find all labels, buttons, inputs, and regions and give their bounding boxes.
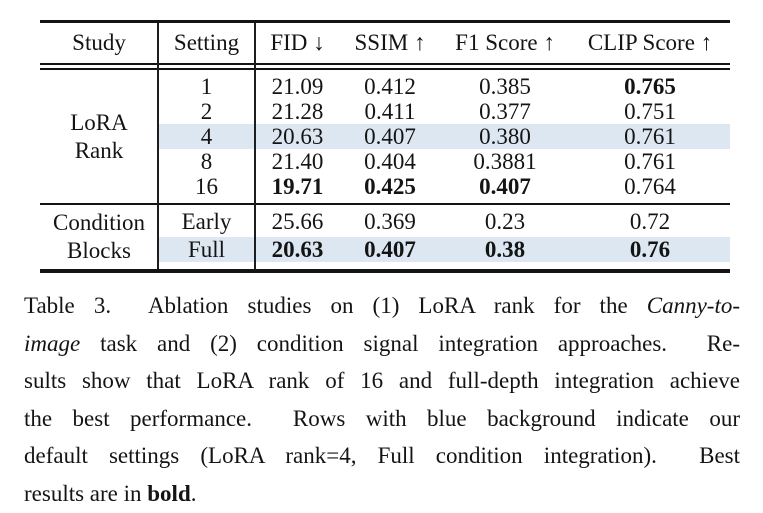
value-cell: 21.09 bbox=[271, 73, 324, 99]
caption-text-segment: bold bbox=[147, 480, 191, 506]
value-cell: 0.23 bbox=[484, 208, 526, 234]
value-cell: 0.764 bbox=[624, 173, 676, 199]
value-cell: 0.761 bbox=[624, 148, 676, 174]
caption-line bbox=[24, 400, 740, 438]
setting-cell: 16 bbox=[195, 173, 218, 199]
study-label-line: Condition bbox=[52, 210, 145, 235]
setting-cell: 8 bbox=[200, 148, 213, 174]
header-study: Study bbox=[72, 30, 126, 55]
header-ssim: SSIM ↑ bbox=[354, 30, 426, 55]
table-header-row bbox=[40, 23, 730, 63]
study-label-line: Rank bbox=[74, 137, 124, 163]
value-cell: 0.425 bbox=[364, 173, 416, 199]
caption-text-segment: results are in bbox=[24, 480, 148, 506]
table-header-double-rule bbox=[40, 63, 730, 70]
setting-cell: 2 bbox=[200, 98, 213, 124]
study-label bbox=[40, 209, 158, 265]
caption-text-segment: sults show that LoRA rank of 16 and full-depth integration achieve bbox=[24, 368, 740, 393]
value-cell: 21.28 bbox=[271, 98, 324, 124]
value-cell: 0.407 bbox=[340, 124, 440, 149]
caption-text-segment: image bbox=[24, 330, 81, 356]
caption-line bbox=[24, 325, 740, 363]
value-cell: 0.412 bbox=[364, 73, 416, 99]
value-cell: 0.404 bbox=[364, 148, 416, 174]
value-cell: 0.411 bbox=[364, 98, 416, 124]
caption-text-segment: task and (2) condition signal integration approaches. Re- bbox=[80, 330, 740, 356]
value-cell: 0.38 bbox=[440, 237, 570, 262]
value-cell: 0.76 bbox=[570, 237, 730, 262]
setting-cell: Full bbox=[158, 237, 255, 262]
caption-text-segment: Table 3. Ablation studies on (1) LoRA rank for the bbox=[24, 293, 647, 318]
setting-cell: Early bbox=[181, 208, 232, 234]
caption-line bbox=[24, 475, 740, 513]
value-cell: 0.765 bbox=[624, 73, 676, 99]
caption-line bbox=[24, 287, 740, 325]
value-cell: 20.63 bbox=[255, 124, 340, 149]
value-cell: 0.407 bbox=[340, 237, 440, 262]
setting-cell: 4 bbox=[158, 124, 255, 149]
value-cell: 20.63 bbox=[255, 237, 340, 262]
caption-line bbox=[24, 437, 740, 475]
study-label-line: LoRA bbox=[70, 109, 128, 135]
value-cell: 0.385 bbox=[479, 73, 531, 99]
setting-cell: 1 bbox=[200, 73, 213, 99]
value-cell: 0.3881 bbox=[473, 148, 537, 174]
table-caption bbox=[24, 287, 740, 512]
caption-text-segment: the best performance. Rows with blue background indicate our bbox=[24, 405, 740, 431]
caption-text-segment: . bbox=[190, 480, 197, 506]
header-clip-score: CLIP Score ↑ bbox=[587, 30, 713, 55]
value-cell: 19.71 bbox=[271, 173, 324, 199]
value-cell: 0.380 bbox=[440, 124, 570, 149]
table-section-lora-rank bbox=[40, 70, 730, 203]
ablation-table bbox=[40, 20, 730, 273]
value-cell: 0.72 bbox=[629, 208, 671, 234]
table-vertical-rule-1 bbox=[157, 23, 159, 269]
header-setting: Setting bbox=[173, 30, 240, 55]
caption-line bbox=[24, 362, 740, 400]
value-cell: 25.66 bbox=[271, 208, 324, 234]
value-cell: 0.407 bbox=[479, 173, 531, 199]
value-cell: 0.761 bbox=[570, 124, 730, 149]
table-vertical-rule-2 bbox=[254, 23, 256, 269]
value-cell: 0.377 bbox=[479, 98, 531, 124]
header-fid: FID ↓ bbox=[270, 30, 325, 55]
table-bottom-rule bbox=[40, 269, 730, 273]
value-cell: 0.751 bbox=[624, 98, 676, 124]
caption-text-segment: default settings (LoRA rank=4, Full condition integration). Best bbox=[24, 443, 740, 468]
value-cell: 21.40 bbox=[271, 148, 324, 174]
study-label bbox=[40, 74, 158, 199]
table-section-condition-blocks bbox=[40, 205, 730, 269]
header-f1-score: F1 Score ↑ bbox=[455, 30, 555, 55]
value-cell: 0.369 bbox=[364, 208, 416, 234]
study-label-line: Blocks bbox=[67, 238, 131, 263]
caption-text-segment: Canny-to- bbox=[646, 293, 740, 318]
